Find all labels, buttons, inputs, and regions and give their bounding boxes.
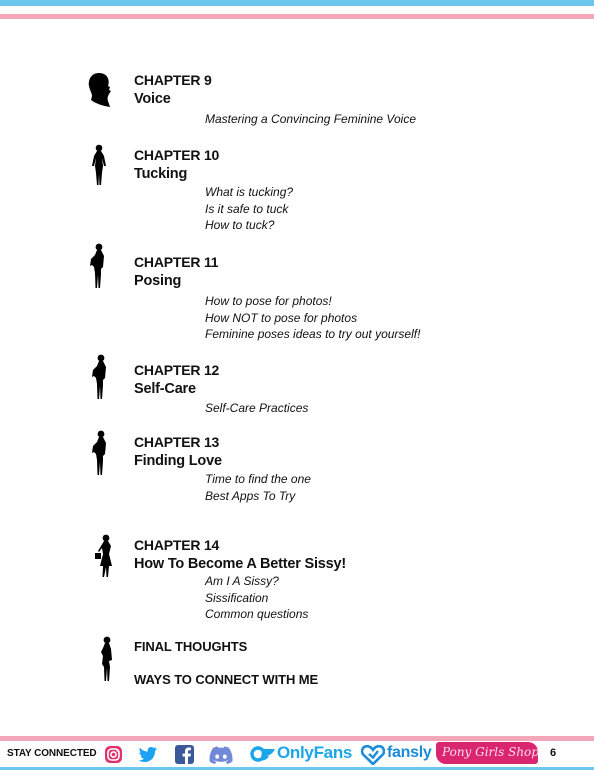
woman-posing-silhouette-icon [90,354,110,400]
chapter-item: Feminine poses ideas to try out yourself! [205,327,421,341]
chapter-title: Finding Love [134,453,222,469]
chapter-item: How to tuck? [205,218,275,232]
chapter-title: Posing [134,273,182,289]
woman-standing-silhouette-icon [97,636,117,682]
chapter-item: What is tucking? [205,185,294,199]
chapter-item: How to pose for photos! [205,294,332,308]
chapter-item: Time to find the one [205,472,311,486]
chapter-item: How NOT to pose for photos [205,310,358,325]
twitter-icon[interactable] [138,746,158,763]
chapter-label: CHAPTER 12 [134,362,220,378]
chapter-item: Am I A Sissy? [205,574,279,588]
woman-head-silhouette-icon [86,72,112,108]
chapter-title: Tucking [134,166,188,182]
chapter-title: How To Become A Better Sissy! [134,556,347,572]
chapter-title: Self-Care [134,381,196,397]
shop-logo-text: Pony Girls Shop [442,745,539,759]
pony-girls-shop-logo[interactable] [436,742,538,764]
final-thoughts-heading: FINAL THOUGHTS [134,639,248,654]
chapter-label: CHAPTER 10 [134,147,220,163]
chapter-items [205,400,308,417]
instagram-icon[interactable] [104,745,123,764]
page-number: 6 [550,747,557,759]
connect-heading: WAYS TO CONNECT WITH ME [134,672,319,687]
top-stripe-pink [0,14,594,19]
chapter-items [205,573,308,623]
bottom-stripe-pink [0,736,594,741]
onlyfans-icon[interactable] [250,746,276,762]
stay-connected-label: STAY CONNECTED [7,748,97,759]
chapter-label: CHAPTER 13 [134,434,220,450]
chapter-items [205,293,420,343]
chapter-item: Sissification [205,590,269,605]
woman-posing-silhouette-icon [90,430,110,476]
chapter-label: CHAPTER 14 [134,537,220,553]
fansly-label[interactable]: fansly [387,744,432,761]
chapter-item: Common questions [205,607,309,621]
footer [0,742,594,767]
chapter-label: CHAPTER 11 [134,254,219,270]
chapter-label: CHAPTER 9 [134,72,212,88]
discord-icon[interactable] [209,746,233,764]
chapter-item: Self-Care Practices [205,401,309,415]
chapter-item: Best Apps To Try [205,488,296,503]
top-stripe-blue [0,0,594,6]
chapter-items [205,471,311,504]
woman-standing-silhouette-icon [90,144,108,186]
fansly-icon[interactable] [361,745,385,765]
onlyfans-label[interactable]: OnlyFans [277,743,353,762]
woman-with-purse-silhouette-icon [94,534,118,578]
chapter-items [205,111,416,128]
chapter-item: Mastering a Convincing Feminine Voice [205,112,416,126]
chapter-item: Is it safe to tuck [205,201,289,216]
chapter-title: Voice [134,91,171,107]
facebook-icon[interactable] [175,745,194,764]
woman-posing-silhouette-icon [88,243,108,289]
chapter-items [205,184,293,234]
